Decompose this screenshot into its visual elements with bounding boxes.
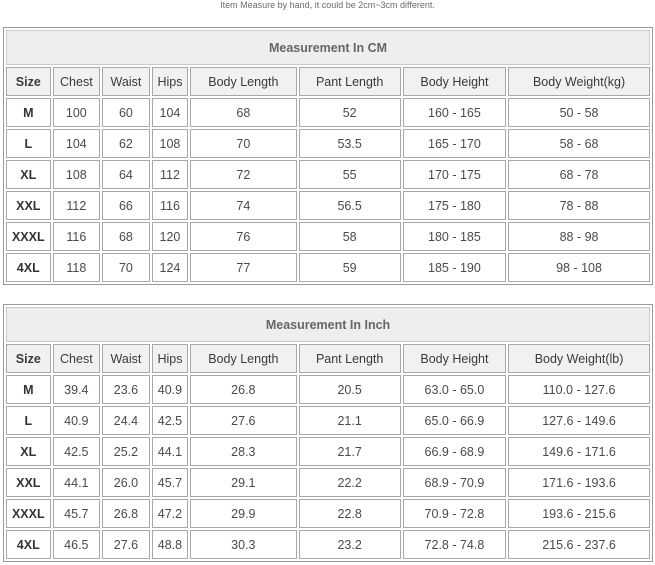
- inch-table-title: Measurement In Inch: [6, 307, 650, 342]
- table-cell: 65.0 - 66.9: [403, 406, 506, 435]
- table-cell: 104: [152, 98, 188, 127]
- table-cell: 50 - 58: [508, 98, 650, 127]
- size-cell: M: [6, 375, 51, 404]
- table-cell: 29.1: [190, 468, 296, 497]
- table-cell: 72: [190, 160, 296, 189]
- table-cell: 26.0: [102, 468, 150, 497]
- table-cell: 25.2: [102, 437, 150, 466]
- column-header: Hips: [152, 67, 188, 96]
- table-cell: 88 - 98: [508, 222, 650, 251]
- table-row: [6, 499, 650, 528]
- column-header: Waist: [102, 344, 150, 373]
- table-cell: 63.0 - 65.0: [403, 375, 506, 404]
- table-cell: 76: [190, 222, 296, 251]
- table-cell: 42.5: [152, 406, 188, 435]
- table-cell: 52: [299, 98, 401, 127]
- table-cell: 60: [102, 98, 150, 127]
- table-row: [6, 222, 650, 251]
- cm-table-title: Measurement In CM: [6, 30, 650, 65]
- size-cell: XL: [6, 437, 51, 466]
- table-row: [6, 160, 650, 189]
- table-cell: 68 - 78: [508, 160, 650, 189]
- size-cell: L: [6, 406, 51, 435]
- table-cell: 120: [152, 222, 188, 251]
- inch-size-table: [3, 304, 653, 562]
- column-header: Hips: [152, 344, 188, 373]
- column-header: Body Weight(kg): [508, 67, 650, 96]
- column-header: Body Height: [403, 344, 506, 373]
- table-cell: 26.8: [190, 375, 296, 404]
- table-cell: 23.2: [299, 530, 401, 559]
- table-row: [6, 375, 650, 404]
- table-cell: 47.2: [152, 499, 188, 528]
- table-cell: 45.7: [53, 499, 101, 528]
- size-cell: XXL: [6, 468, 51, 497]
- column-header: Body Weight(lb): [508, 344, 650, 373]
- table-cell: 68: [190, 98, 296, 127]
- table-cell: 24.4: [102, 406, 150, 435]
- column-header: Size: [6, 67, 51, 96]
- table-cell: 40.9: [53, 406, 101, 435]
- table-cell: 58 - 68: [508, 129, 650, 158]
- column-header: Waist: [102, 67, 150, 96]
- table-cell: 48.8: [152, 530, 188, 559]
- table-cell: 22.8: [299, 499, 401, 528]
- table-cell: 28.3: [190, 437, 296, 466]
- measurement-note: Item Measure by hand, it could be 2cm~3cm different.: [220, 0, 435, 10]
- table-row: [6, 98, 650, 127]
- table-cell: 170 - 175: [403, 160, 506, 189]
- table-cell: 165 - 170: [403, 129, 506, 158]
- cm-table-body: [6, 98, 650, 282]
- cm-size-table: [3, 27, 653, 285]
- table-cell: 185 - 190: [403, 253, 506, 282]
- table-cell: 112: [53, 191, 101, 220]
- table-cell: 171.6 - 193.6: [508, 468, 650, 497]
- table-cell: 22.2: [299, 468, 401, 497]
- table-cell: 21.1: [299, 406, 401, 435]
- table-cell: 124: [152, 253, 188, 282]
- table-cell: 70.9 - 72.8: [403, 499, 506, 528]
- table-cell: 27.6: [190, 406, 296, 435]
- column-header: Body Length: [190, 67, 296, 96]
- table-cell: 58: [299, 222, 401, 251]
- table-cell: 116: [53, 222, 101, 251]
- table-cell: 21.7: [299, 437, 401, 466]
- table-cell: 110.0 - 127.6: [508, 375, 650, 404]
- size-cell: XXXL: [6, 222, 51, 251]
- size-cell: L: [6, 129, 51, 158]
- column-header: Chest: [53, 67, 101, 96]
- table-cell: 98 - 108: [508, 253, 650, 282]
- table-row: [6, 468, 650, 497]
- table-cell: 74: [190, 191, 296, 220]
- table-cell: 116: [152, 191, 188, 220]
- table-cell: 66: [102, 191, 150, 220]
- size-cell: XXL: [6, 191, 51, 220]
- table-cell: 45.7: [152, 468, 188, 497]
- table-cell: 62: [102, 129, 150, 158]
- size-cell: 4XL: [6, 253, 51, 282]
- table-cell: 70: [102, 253, 150, 282]
- column-header: Pant Length: [299, 344, 401, 373]
- table-cell: 56.5: [299, 191, 401, 220]
- table-cell: 104: [53, 129, 101, 158]
- table-cell: 175 - 180: [403, 191, 506, 220]
- table-row: [6, 406, 650, 435]
- table-cell: 70: [190, 129, 296, 158]
- column-header: Size: [6, 344, 51, 373]
- table-cell: 44.1: [152, 437, 188, 466]
- table-cell: 23.6: [102, 375, 150, 404]
- table-row: [6, 129, 650, 158]
- table-cell: 29.9: [190, 499, 296, 528]
- table-cell: 26.8: [102, 499, 150, 528]
- size-cell: XL: [6, 160, 51, 189]
- table-cell: 160 - 165: [403, 98, 506, 127]
- table-cell: 53.5: [299, 129, 401, 158]
- table-cell: 55: [299, 160, 401, 189]
- table-row: [6, 530, 650, 559]
- table-cell: 42.5: [53, 437, 101, 466]
- table-cell: 64: [102, 160, 150, 189]
- inch-header-row: [6, 344, 650, 373]
- table-cell: 78 - 88: [508, 191, 650, 220]
- table-cell: 20.5: [299, 375, 401, 404]
- table-cell: 46.5: [53, 530, 101, 559]
- size-cell: M: [6, 98, 51, 127]
- table-cell: 149.6 - 171.6: [508, 437, 650, 466]
- column-header: Body Length: [190, 344, 296, 373]
- column-header: Pant Length: [299, 67, 401, 96]
- table-cell: 68.9 - 70.9: [403, 468, 506, 497]
- inch-table-body: [6, 375, 650, 559]
- table-cell: 118: [53, 253, 101, 282]
- table-row: [6, 437, 650, 466]
- column-header: Chest: [53, 344, 101, 373]
- table-cell: 68: [102, 222, 150, 251]
- table-cell: 39.4: [53, 375, 101, 404]
- table-cell: 112: [152, 160, 188, 189]
- table-cell: 44.1: [53, 468, 101, 497]
- table-row: [6, 253, 650, 282]
- table-cell: 27.6: [102, 530, 150, 559]
- size-cell: 4XL: [6, 530, 51, 559]
- column-header: Body Height: [403, 67, 506, 96]
- table-cell: 30.3: [190, 530, 296, 559]
- table-row: [6, 191, 650, 220]
- table-cell: 77: [190, 253, 296, 282]
- table-cell: 40.9: [152, 375, 188, 404]
- size-cell: XXXL: [6, 499, 51, 528]
- table-cell: 100: [53, 98, 101, 127]
- table-cell: 215.6 - 237.6: [508, 530, 650, 559]
- table-cell: 108: [152, 129, 188, 158]
- table-cell: 66.9 - 68.9: [403, 437, 506, 466]
- table-cell: 59: [299, 253, 401, 282]
- table-cell: 72.8 - 74.8: [403, 530, 506, 559]
- cm-header-row: [6, 67, 650, 96]
- table-cell: 193.6 - 215.6: [508, 499, 650, 528]
- table-cell: 108: [53, 160, 101, 189]
- table-cell: 180 - 185: [403, 222, 506, 251]
- table-cell: 127.6 - 149.6: [508, 406, 650, 435]
